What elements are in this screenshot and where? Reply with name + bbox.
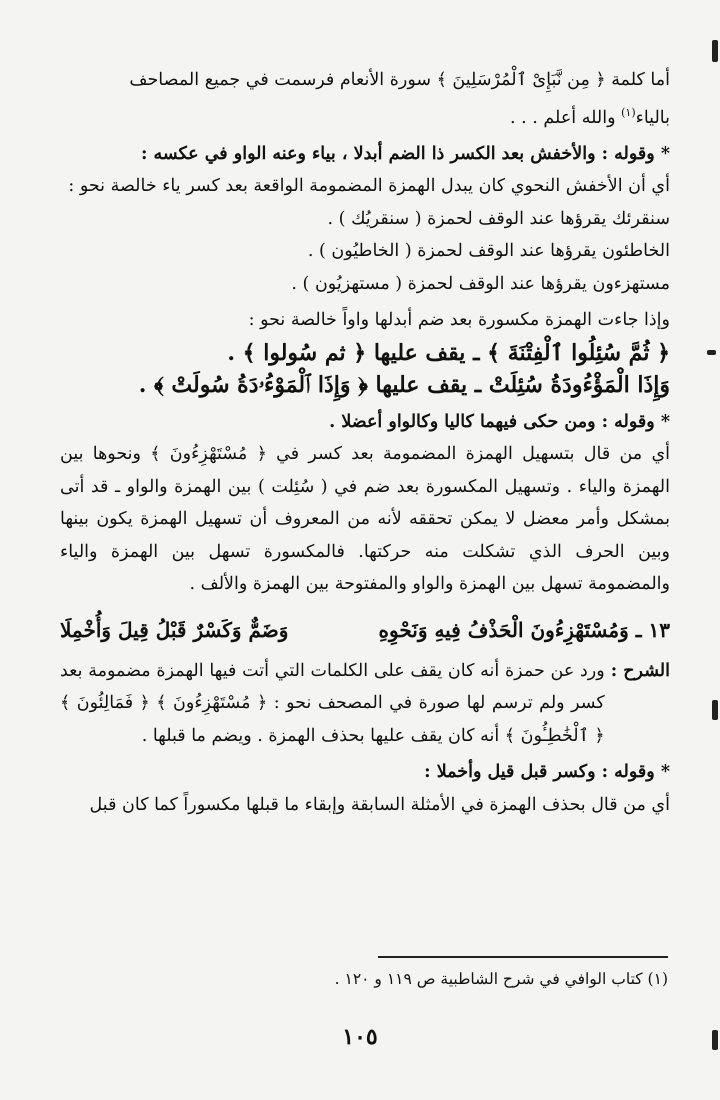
text-line-11: * وقوله : ومن حكى فيهما كاليا وكالواو أعضلا .	[329, 411, 670, 432]
page-body	[60, 64, 670, 821]
footnote: (١) كتاب الوافي في شرح الشاطبية ص ١١٩ و ١٢٠ .	[334, 970, 668, 988]
text-line-5: سنقرئك يقرؤها عند الوقف لحمزة ( سنقريُك ) .	[327, 208, 670, 229]
sharh-section	[60, 655, 670, 753]
poem-verse	[60, 611, 670, 649]
text-line-2b: والله أعلم . . .	[510, 107, 622, 128]
footnote-divider	[378, 956, 668, 958]
text-line-14: أي من قال بحذف الهمزة في الأمثلة السابقة وإبقاء ما قبلها مكسوراً كما كان قبل	[89, 794, 670, 815]
scan-mark-middle	[707, 350, 716, 355]
verse-second-hemistich: وَضَمٌّ وَكَسْرٌ قَبْلُ قِيلَ وَأُخْمِلَا	[60, 617, 289, 642]
text-line-9: ﴿ ثُمَّ سُئِلُوا ٱلْفِتْنَةَ ﴾ ـ يقف عليها ﴿ ثم سُولوا ﴾ .	[227, 339, 670, 366]
text-line-3: * وقوله : والأخفش بعد الكسر ذا الضم أبدلا ، بياء وعنه الواو في عكسه :	[140, 143, 670, 164]
scan-mark-bottom	[712, 1030, 718, 1050]
text-line-6: الخاطئون يقرؤها عند الوقف لحمزة ( الخاطيُون ) .	[307, 241, 670, 262]
footnote-ref[interactable]: (١)	[621, 105, 636, 119]
text-line-13: * وقوله : وكسر قبل قيل وأخملا :	[424, 762, 670, 783]
text-line-8: وإذا جاءت الهمزة مكسورة بعد ضم أبدلها واواً خالصة نحو :	[248, 310, 670, 331]
text-line-7: مستهزءون يقرؤها عند الوقف لحمزة ( مستهزيُون ) .	[291, 273, 670, 294]
text-paragraph-12: أي من قال بتسهيل الهمزة المضمومة بعد كسر في ﴿ مُسْتَهْزِءُونَ ﴾ ونحوها بين الهمزة والياء . وتسهيل المكسورة بعد ضم في ( سُئِلت ) بين الهمزة والواو ـ قد أتى بمشكل وأمر معضل لا يمكن تحققه لأنه من المعروف أن تسهيل الهمزة يكون بينها وبين الحرف الذي تشكلت منه حركتها. فالمكسورة تسهل بين الهمزة والياء والمضمومة تسهل بين الهمزة والواو والمفتوحة بين الهمزة والألف .	[60, 444, 670, 595]
text-line-2a: بالياء	[635, 107, 670, 128]
scan-mark-top	[712, 40, 718, 62]
page-number: ١٠٥	[342, 1024, 378, 1050]
sharh-text: ورد عن حمزة أنه كان يقف على الكلمات التي أتت فيها الهمزة مضمومة بعد كسر ولم ترسم لها صورة في المصحف نحو : ﴿ مُسْتَهْزِءُونَ ﴾ ﴿ فَمَالِئُونَ ﴾ ﴿ ٱلْخَٰطِـُٔونَ ﴾ أنه كان يقف عليها بحذف الهمزة . ويضم ما قبلها .	[60, 660, 605, 746]
verse-first-hemistich: ١٣ ـ وَمُسْتَهْزِءُونَ الْحَذْفُ فِيهِ وَنَحْوِهِ	[378, 617, 670, 642]
text-line-10: وَإِذَا الْمَؤْءُودَةُ سُئِلَتْ ـ يقف عليها ﴿ وَإِذَا ٱلْمَوْءُۥدَةُ سُولَتْ ﴾ .	[138, 372, 670, 399]
text-line-4: أي أن الأخفش النحوي كان يبدل الهمزة المضمومة الواقعة بعد كسر ياء خالصة نحو :	[68, 176, 670, 197]
scan-mark-low	[712, 700, 718, 720]
text-line-2	[60, 97, 670, 134]
text-line-1: أما كلمة ﴿ مِن نَّبَإِىْ ٱلْمُرْسَلِينَ ﴾ سورة الأنعام فرسمت في جميع المصاحف	[129, 70, 670, 90]
sharh-label: الشرح :	[610, 660, 670, 681]
